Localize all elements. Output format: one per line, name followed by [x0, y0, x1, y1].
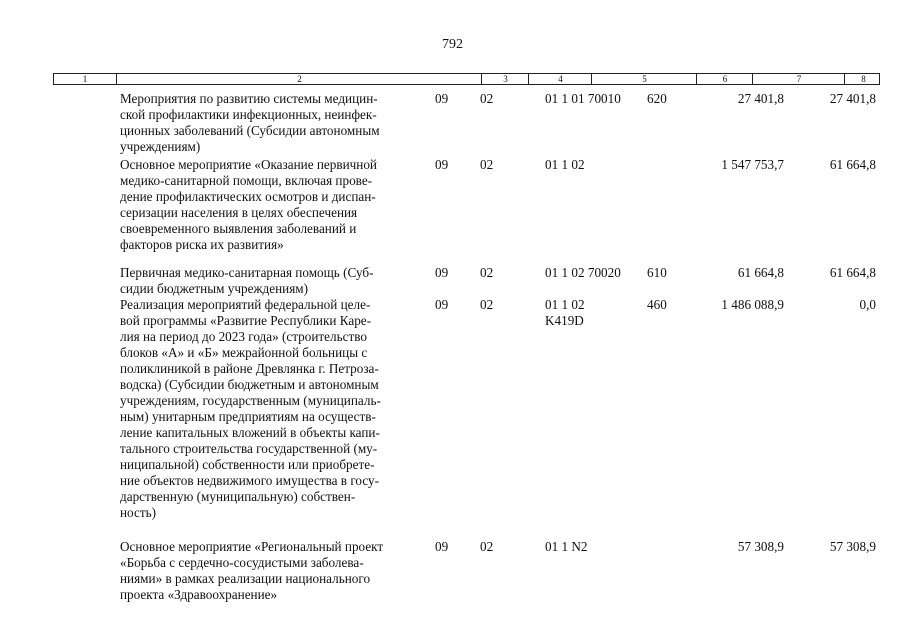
row-name-line: дение профилактических осмотров и диспан- — [120, 189, 376, 204]
row-name-line: ние объектов недвижимого имущества в госу- — [120, 473, 380, 488]
row-name — [120, 297, 420, 521]
expense-type-code: 620 — [647, 91, 667, 106]
amount-col-7: 27 401,8 — [737, 91, 784, 106]
subsection-code: 02 — [480, 265, 494, 280]
target-article-code-line: 01 1 02 — [545, 157, 585, 172]
row-name-line: Основное мероприятие «Оказание первичной — [120, 157, 377, 172]
row-name-line: ской профилактики инфекционных, неинфек- — [120, 107, 377, 122]
target-article-code-line: K419D — [545, 313, 584, 328]
target-article-code-line: 01 1 02 — [545, 297, 585, 312]
row-name-line: проекта «Здравоохранение» — [120, 587, 278, 602]
target-article-code-line: 01 1 N2 — [545, 539, 588, 554]
row-name-line: факторов риска их развития» — [120, 237, 284, 252]
row-name-line: блоков «А» и «Б» межрайонной больницы с — [120, 345, 368, 360]
expense-type-code: 610 — [647, 265, 667, 280]
amount-col-8: 57 308,9 — [829, 539, 876, 554]
row-name — [120, 91, 420, 155]
row-name-line: Мероприятия по развитию системы медицин- — [120, 91, 378, 106]
section-code: 09 — [435, 539, 449, 554]
row-name-line: ным) унитарным предприятиям на осуществ- — [120, 409, 376, 424]
row-name-line: учреждениям) — [120, 139, 201, 154]
subsection-code: 02 — [480, 297, 494, 312]
expense-type-code: 460 — [647, 297, 667, 312]
target-article-code-line: 01 1 02 70020 — [545, 265, 621, 280]
row-name-line: ционных заболеваний (Субсидии автономным — [120, 123, 380, 138]
row-name-line: дарственную (муниципальную) собствен- — [120, 489, 356, 504]
amount-col-8: 61 664,8 — [829, 265, 876, 280]
column-header-row — [53, 73, 880, 85]
amount-col-7: 61 664,8 — [737, 265, 784, 280]
row-name — [120, 539, 420, 603]
page-number: 792 — [442, 37, 463, 52]
column-header-2: 2 — [116, 74, 482, 84]
amount-col-7: 1 486 088,9 — [721, 297, 784, 312]
row-name — [120, 265, 420, 297]
section-code: 09 — [435, 91, 449, 106]
target-article-code — [545, 91, 640, 107]
subsection-code: 02 — [480, 91, 494, 106]
row-name-line: сидии бюджетным учреждениям) — [120, 281, 309, 296]
column-header-7: 7 — [752, 74, 845, 84]
row-name-line: Реализация мероприятий федеральной целе- — [120, 297, 371, 312]
target-article-code-line: 01 1 01 70010 — [545, 91, 621, 106]
row-name-line: своевременного выявления заболеваний и — [120, 221, 357, 236]
row-name-line: учреждениям, государственным (муниципаль- — [120, 393, 381, 408]
target-article-code — [545, 539, 640, 555]
section-code: 09 — [435, 297, 449, 312]
subsection-code: 02 — [480, 157, 494, 172]
row-name-line: поликлиникой в районе Древлянка г. Петроза- — [120, 361, 379, 376]
row-name-line: тального строительства государственной (му- — [120, 441, 378, 456]
row-name-line: Основное мероприятие «Региональный проект — [120, 539, 384, 554]
row-name-line: ление капитальных вложений в объекты капи- — [120, 425, 380, 440]
row-name-line: Первичная медико-санитарная помощь (Суб- — [120, 265, 374, 280]
row-name-line: медико-санитарной помощи, включая прове- — [120, 173, 373, 188]
amount-col-7: 1 547 753,7 — [721, 157, 784, 172]
target-article-code — [545, 297, 640, 329]
section-code: 09 — [435, 265, 449, 280]
row-name-line: ность) — [120, 505, 157, 520]
column-header-6: 6 — [696, 74, 753, 84]
subsection-code: 02 — [480, 539, 494, 554]
row-name — [120, 157, 420, 253]
column-header-5: 5 — [591, 74, 697, 84]
amount-col-7: 57 308,9 — [737, 539, 784, 554]
target-article-code — [545, 265, 640, 281]
row-name-line: ниципальной) собственности или приобрете- — [120, 457, 375, 472]
amount-col-8: 27 401,8 — [829, 91, 876, 106]
column-header-4: 4 — [528, 74, 592, 84]
target-article-code — [545, 157, 640, 173]
row-name-line: ниями» в рамках реализации национального — [120, 571, 371, 586]
row-name-line: лия на период до 2023 года» (строительство — [120, 329, 367, 344]
row-name-line: серизации населения в целях обеспечения — [120, 205, 358, 220]
row-name-line: вой программы «Развитие Республики Каре- — [120, 313, 372, 328]
column-header-3: 3 — [481, 74, 529, 84]
column-header-1: 1 — [82, 74, 88, 84]
amount-col-8: 61 664,8 — [829, 157, 876, 172]
row-name-line: водска) (Субсидии бюджетным и автономным — [120, 377, 379, 392]
row-name-line: «Борьба с сердечно-сосудистыми заболева- — [120, 555, 364, 570]
section-code: 09 — [435, 157, 449, 172]
amount-col-8: 0,0 — [859, 297, 876, 312]
column-header-8: 8 — [844, 74, 882, 84]
